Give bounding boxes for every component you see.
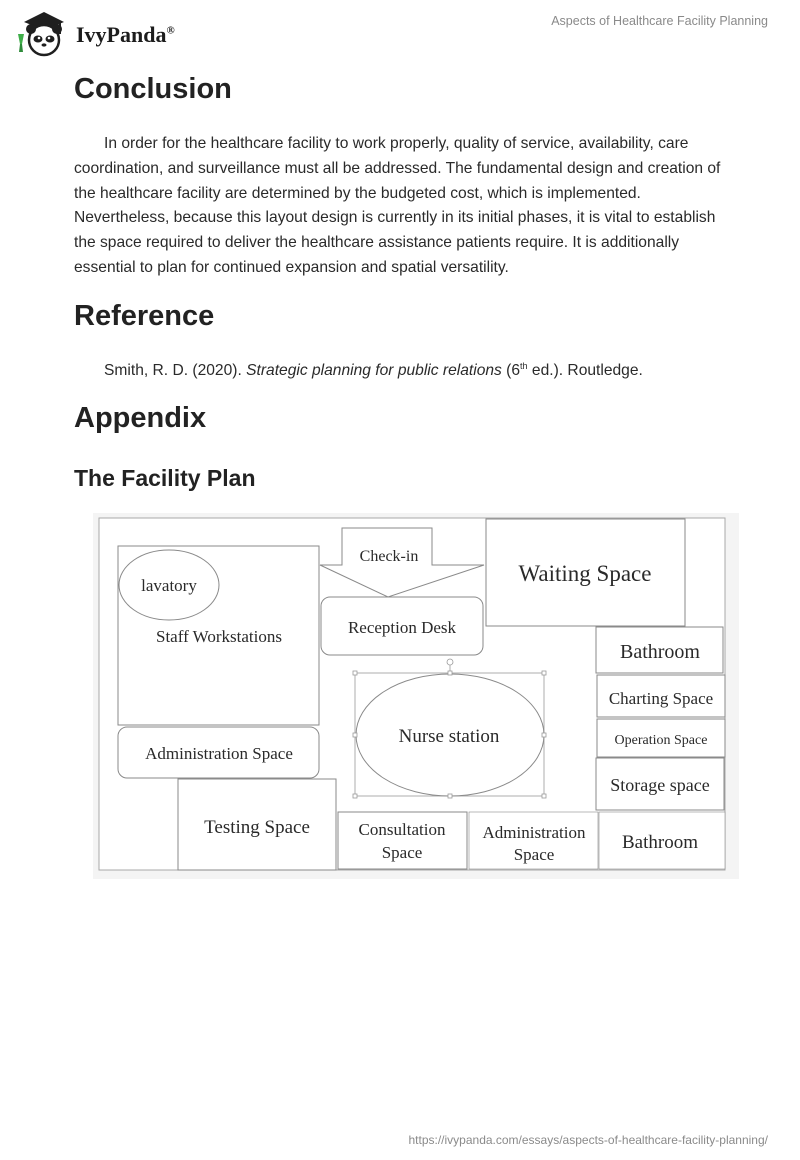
charting-space-room xyxy=(597,675,725,717)
logo-wordmark: IvyPanda® xyxy=(76,22,175,47)
administration-space-bottom-room xyxy=(469,812,598,869)
footer-url-link[interactable]: https://ivypanda.com/essays/aspects-of-healthcare-facility-planning/ xyxy=(408,1133,768,1147)
conclusion-heading: Conclusion xyxy=(74,73,232,105)
rotate-handle xyxy=(447,659,453,665)
bathroom-bottom-label: Bathroom xyxy=(622,832,698,853)
reference-entry: Smith, R. D. (2020). Strategic planning for public relations (6th ed.). Routledge. xyxy=(104,361,643,380)
reception-desk-area xyxy=(321,597,483,655)
panda-graduate-icon xyxy=(14,8,72,58)
charting-space-label: Charting Space xyxy=(608,689,714,708)
bathroom-top-room xyxy=(596,627,723,673)
bathroom-bottom-room xyxy=(599,812,725,869)
lavatory-label: lavatory xyxy=(141,576,197,595)
conclusion-paragraph: In order for the healthcare facility to work properly, quality of service, availability, care coordination, and surveillance must all be addressed. The fundamental design and creation of the healthcare facility are determined by the budgeted cost, which is implemented. Nevertheless, because this layout design is currently in its initial phases, it is vital to establish the space required to deliver the healthcare assistance patients require. It is additionally essential to plan for continued expansion and spatial versatility. xyxy=(74,135,721,276)
administration-space-left-label: Administration Space xyxy=(145,744,293,763)
storage-space-label: Storage space xyxy=(610,775,710,795)
administration-space-left-room xyxy=(118,727,319,778)
nurse-station-label: Nurse station xyxy=(398,726,500,747)
testing-space-label: Testing Space xyxy=(204,817,310,838)
reference-heading: Reference xyxy=(74,300,215,332)
consultation-space-room xyxy=(338,812,467,869)
document-title: Aspects of Healthcare Facility Planning xyxy=(551,14,768,28)
operation-space-room xyxy=(597,719,725,757)
consultation-label-line2: Space xyxy=(381,843,423,862)
check-in-label: Check-in xyxy=(359,548,419,565)
administration-label-line1: Administration xyxy=(482,823,586,842)
reference-book-title: Strategic planning for public relations xyxy=(246,362,502,380)
reception-desk-label: Reception Desk xyxy=(347,618,457,637)
staff-workstations-label: Staff Workstations xyxy=(156,627,282,646)
waiting-space-room xyxy=(486,519,685,626)
facility-plan-diagram xyxy=(92,512,740,880)
testing-space-room xyxy=(178,779,336,870)
waiting-space-label: Waiting Space xyxy=(518,561,652,586)
operation-space-label: Operation Space xyxy=(614,733,708,748)
appendix-heading: Appendix xyxy=(74,402,207,434)
facility-plan-heading: The Facility Plan xyxy=(74,465,256,491)
bathroom-top-label: Bathroom xyxy=(620,641,700,663)
staff-workstations-room xyxy=(118,546,319,725)
administration-label-line2: Space xyxy=(513,845,555,864)
ivypanda-logo[interactable] xyxy=(14,8,175,58)
consultation-label-line1: Consultation xyxy=(358,820,446,839)
storage-space-room xyxy=(596,758,724,810)
